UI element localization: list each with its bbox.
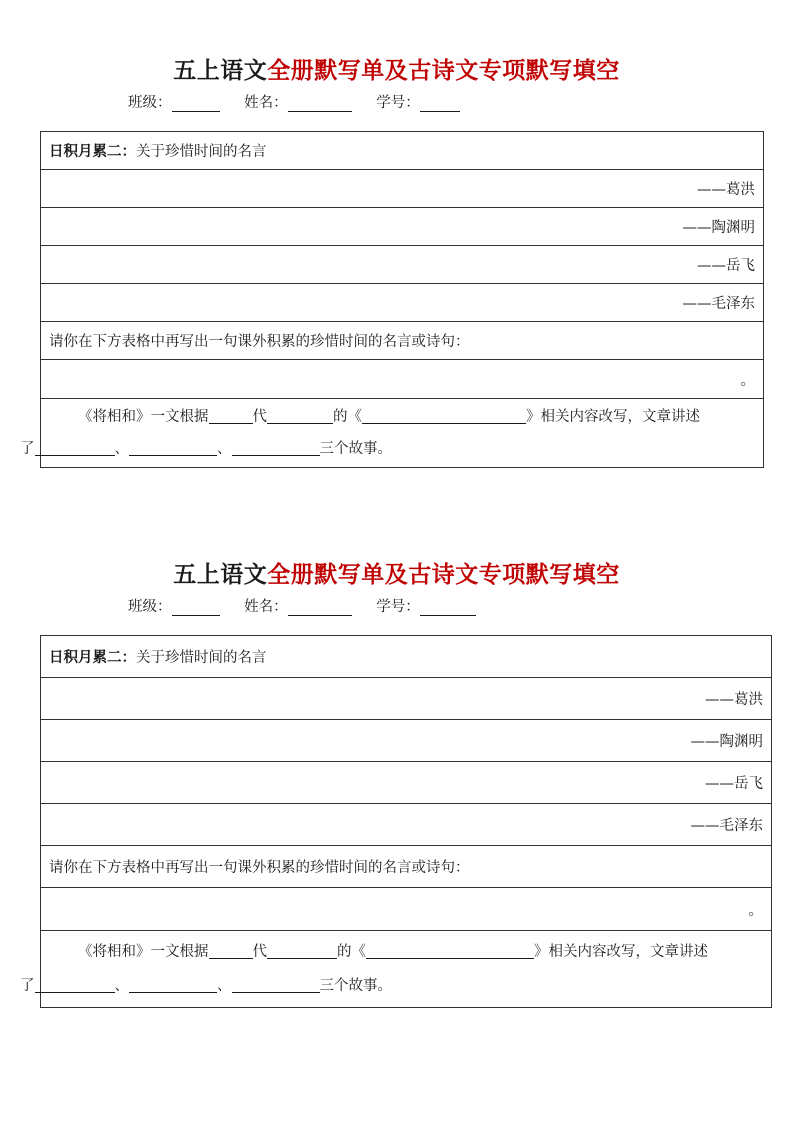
quote-answer-cell[interactable]	[41, 246, 764, 284]
attribution: ——葛洪	[697, 182, 755, 198]
attribution: ——陶渊明	[690, 734, 763, 750]
title-black-part: 五上语文	[173, 561, 268, 588]
class-label: 班级：	[128, 599, 172, 615]
quote-row	[41, 678, 772, 720]
title-red-part: 全册默写单及古诗文专项默写填空	[267, 561, 620, 588]
class-blank[interactable]	[172, 600, 220, 616]
worksheet-title	[0, 52, 793, 85]
book-blank[interactable]	[366, 943, 534, 959]
prompt-cell	[41, 322, 764, 360]
extra-answer-row	[41, 888, 772, 931]
fill-blank-paragraph	[20, 399, 764, 468]
name-blank[interactable]	[288, 96, 352, 112]
prompt-row	[41, 846, 772, 888]
section-topic: 关于珍惜时间的名言	[136, 144, 267, 160]
para-text: 、	[114, 978, 129, 994]
answer-end-mark: 。	[748, 902, 763, 919]
attribution: ——毛泽东	[682, 296, 755, 312]
fill-blank-paragraph	[20, 931, 772, 1008]
quote-answer-cell[interactable]	[41, 170, 764, 208]
para-text: 的《	[337, 944, 366, 960]
quote-answer-cell[interactable]	[41, 284, 764, 322]
quote-answer-cell[interactable]	[41, 762, 772, 804]
worksheet-title	[0, 556, 793, 589]
quote-row	[41, 284, 764, 322]
author-blank[interactable]	[267, 408, 333, 424]
quote-row	[41, 804, 772, 846]
para-text: 》相关内容改写，文章讲述	[526, 409, 700, 425]
quote-row	[41, 762, 772, 804]
attribution: ——陶渊明	[682, 220, 755, 236]
para-text: 的《	[333, 409, 362, 425]
attribution: ——岳飞	[697, 258, 755, 274]
section-label: 日积月累二：	[49, 649, 136, 666]
name-label: 姓名：	[244, 95, 288, 111]
para-text: 》相关内容改写，文章讲述	[534, 944, 708, 960]
section-header-cell	[41, 636, 772, 678]
attribution: ——岳飞	[705, 776, 763, 792]
quote-row	[41, 208, 764, 246]
quote-answer-cell[interactable]	[41, 678, 772, 720]
para-text: 代	[252, 409, 267, 425]
prompt-text: 请你在下方表格中再写出一句课外积累的珍惜时间的名言或诗句：	[49, 860, 470, 876]
section-topic: 关于珍惜时间的名言	[136, 650, 267, 666]
para-text: 、	[114, 441, 129, 457]
quote-answer-cell[interactable]	[41, 208, 764, 246]
student-info-row	[128, 595, 476, 616]
quote-row	[41, 170, 764, 208]
title-black-part: 五上语文	[173, 57, 268, 84]
section-header-cell	[41, 132, 764, 170]
section-header-row	[41, 132, 764, 170]
dictation-table	[20, 635, 772, 1008]
student-info-row	[128, 91, 460, 112]
class-blank[interactable]	[172, 96, 220, 112]
para-text: 、	[217, 978, 232, 994]
prompt-row	[41, 322, 764, 360]
number-blank[interactable]	[420, 96, 460, 112]
number-label: 学号：	[376, 599, 420, 615]
para-text: 《将相和》一文根据	[78, 409, 209, 425]
story-blank-3[interactable]	[232, 440, 320, 456]
para-text: 代	[252, 944, 267, 960]
story-blank-3[interactable]	[232, 977, 320, 993]
quote-answer-cell[interactable]	[41, 720, 772, 762]
name-label: 姓名：	[244, 599, 288, 615]
quote-row	[41, 720, 772, 762]
story-blank-1[interactable]	[35, 977, 115, 993]
name-blank[interactable]	[288, 600, 352, 616]
para-text: 《将相和》一文根据	[78, 944, 209, 960]
dynasty-blank[interactable]	[209, 408, 253, 424]
extra-answer-cell[interactable]	[41, 360, 764, 399]
dynasty-blank[interactable]	[209, 943, 253, 959]
story-blank-2[interactable]	[129, 977, 217, 993]
attribution: ——葛洪	[705, 692, 763, 708]
attribution: ——毛泽东	[690, 818, 763, 834]
class-label: 班级：	[128, 95, 172, 111]
book-blank[interactable]	[362, 408, 526, 424]
number-label: 学号：	[376, 95, 420, 111]
dictation-table	[20, 131, 764, 468]
quote-answer-cell[interactable]	[41, 804, 772, 846]
prompt-text: 请你在下方表格中再写出一句课外积累的珍惜时间的名言或诗句：	[49, 334, 470, 350]
para-text: 三个故事。	[319, 441, 392, 457]
extra-answer-row	[41, 360, 764, 399]
prompt-cell	[41, 846, 772, 888]
fill-blank-row	[41, 931, 772, 1008]
author-blank[interactable]	[267, 943, 337, 959]
extra-answer-cell[interactable]	[41, 888, 772, 931]
fill-blank-row	[41, 399, 764, 468]
answer-end-mark: 。	[740, 372, 755, 389]
para-text: 三个故事。	[319, 978, 392, 994]
para-text: 了	[20, 441, 35, 457]
section-header-row	[41, 636, 772, 678]
number-blank[interactable]	[420, 600, 476, 616]
quote-row	[41, 246, 764, 284]
section-label: 日积月累二：	[49, 143, 136, 160]
story-blank-2[interactable]	[129, 440, 217, 456]
story-blank-1[interactable]	[35, 440, 115, 456]
title-red-part: 全册默写单及古诗文专项默写填空	[267, 57, 620, 84]
para-text: 了	[20, 978, 35, 994]
para-text: 、	[217, 441, 232, 457]
